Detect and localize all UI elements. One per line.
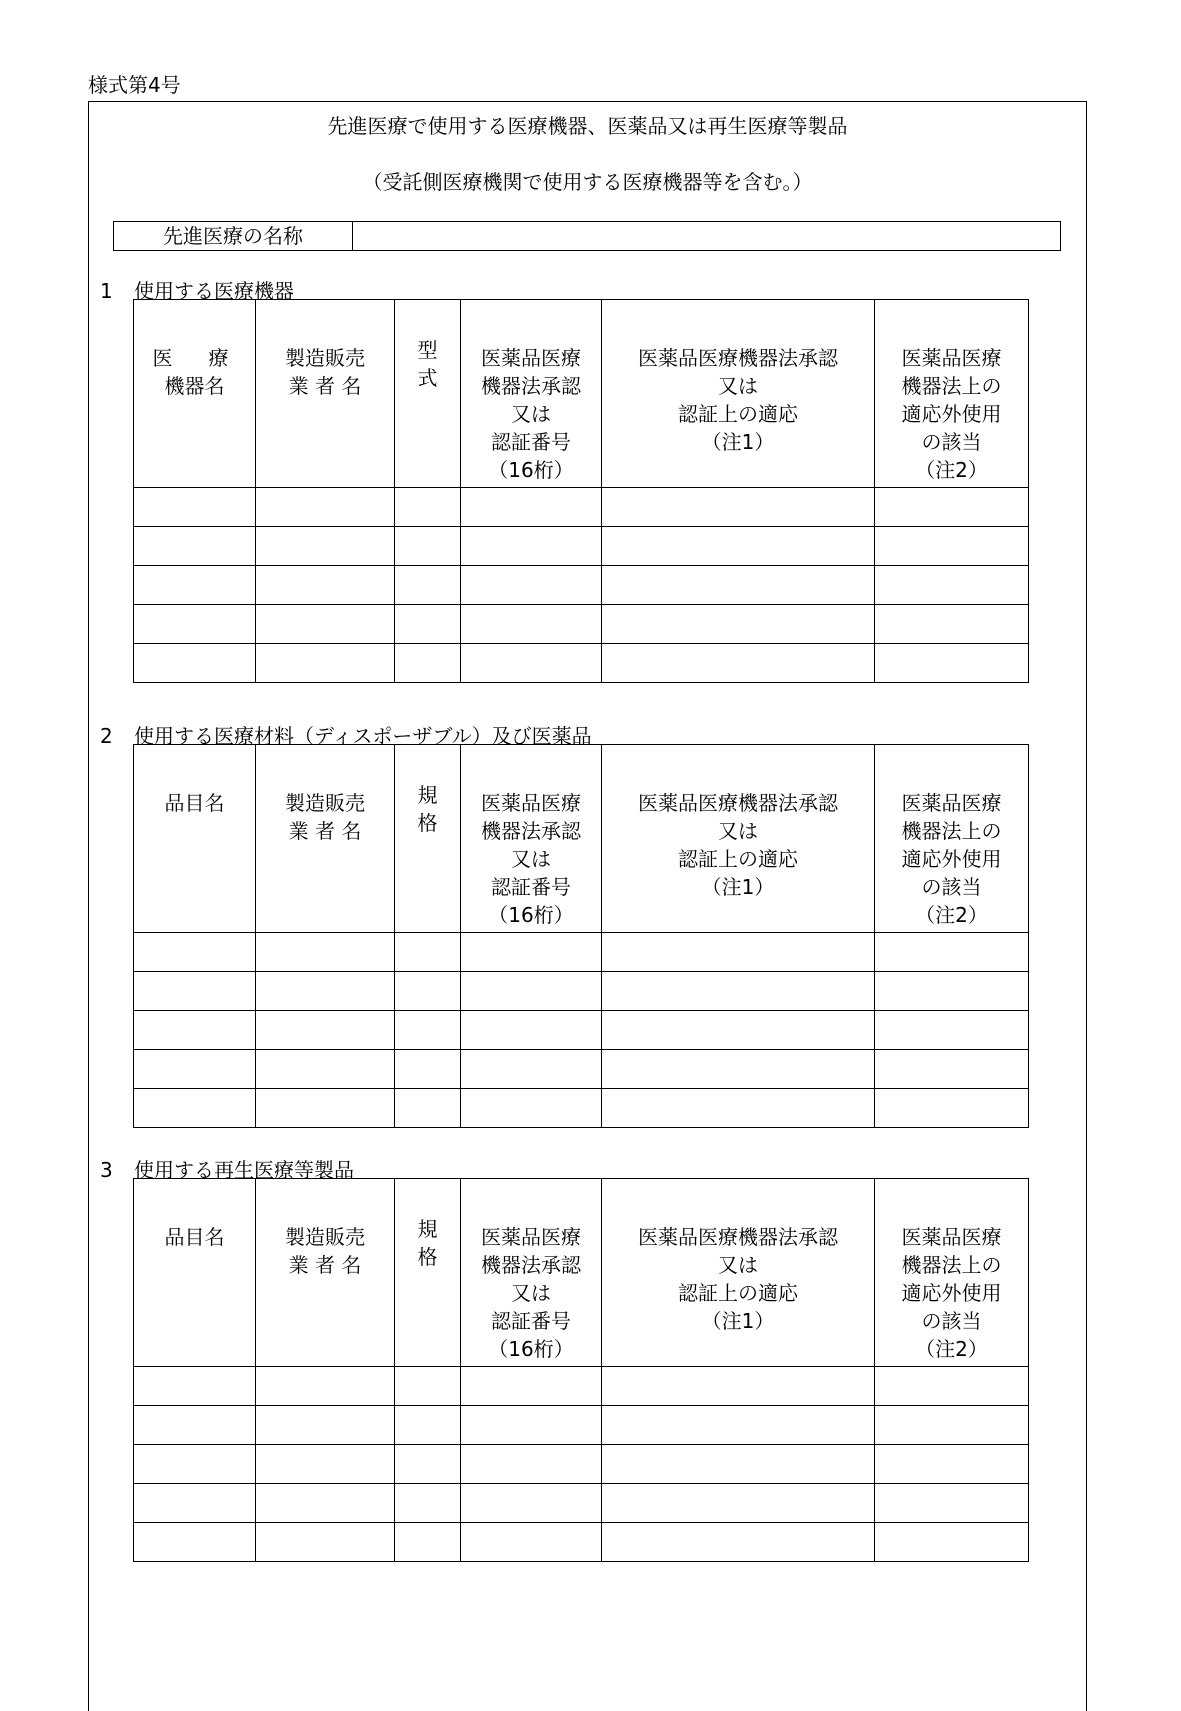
header-model: 型 式 [395, 300, 461, 488]
table-cell[interactable] [461, 644, 602, 683]
header-approval-number: 医薬品医療 機器法承認 又は 認証番号 （16桁） [461, 1179, 602, 1367]
treatment-name-box [113, 221, 1061, 251]
treatment-name-label: 先進医療の名称 [114, 222, 353, 250]
table-cell[interactable] [134, 1367, 256, 1406]
table-cell[interactable] [134, 1406, 256, 1445]
table-row [134, 488, 1029, 527]
table-cell[interactable] [461, 1089, 602, 1128]
table-cell[interactable] [395, 1406, 461, 1445]
header-approval-number: 医薬品医療 機器法承認 又は 認証番号 （16桁） [461, 300, 602, 488]
header-manufacturer: 製造販売 業 者 名 [256, 300, 395, 488]
document-subtitle: （受託側医療機関で使用する医療機器等を含む。） [362, 170, 813, 194]
header-specification: 規 格 [395, 1179, 461, 1367]
table-cell[interactable] [395, 1050, 461, 1089]
section-1-title: 使用する医療機器 [134, 279, 294, 303]
table-cell[interactable] [875, 1050, 1029, 1089]
table-row [134, 1367, 1029, 1406]
table-cell[interactable] [461, 1445, 602, 1484]
table-cell[interactable] [134, 566, 256, 605]
table-header-row [134, 745, 1029, 933]
table-cell[interactable] [875, 1011, 1029, 1050]
table-cell[interactable] [602, 1089, 875, 1128]
table-cell[interactable] [256, 972, 395, 1011]
table-cell[interactable] [256, 1484, 395, 1523]
table-cell[interactable] [461, 1406, 602, 1445]
table-row [134, 1050, 1029, 1089]
header-device-name: 医 療 機器名 [134, 300, 256, 488]
table-cell[interactable] [461, 1011, 602, 1050]
table-cell[interactable] [256, 1406, 395, 1445]
header-manufacturer: 製造販売 業 者 名 [256, 1179, 395, 1367]
table-cell[interactable] [395, 972, 461, 1011]
table-cell[interactable] [395, 1523, 461, 1562]
table-cell[interactable] [256, 605, 395, 644]
table-cell[interactable] [256, 527, 395, 566]
section-3-table [133, 1178, 1029, 1562]
table-cell[interactable] [602, 1011, 875, 1050]
header-approved-indication: 医薬品医療機器法承認 又は 認証上の適応 （注1） [602, 300, 875, 488]
table-cell[interactable] [875, 972, 1029, 1011]
table-cell[interactable] [602, 1050, 875, 1089]
section-3-number: 3 [100, 1158, 113, 1182]
header-item-name: 品目名 [134, 1179, 256, 1367]
section-1-number: 1 [100, 279, 113, 303]
form-number: 様式第4号 [88, 73, 181, 97]
table-cell[interactable] [875, 644, 1029, 683]
table-cell[interactable] [461, 933, 602, 972]
table-cell[interactable] [134, 1523, 256, 1562]
table-cell[interactable] [602, 488, 875, 527]
header-approval-number: 医薬品医療 機器法承認 又は 認証番号 （16桁） [461, 745, 602, 933]
table-row [134, 933, 1029, 972]
table-row [134, 972, 1029, 1011]
table-cell[interactable] [875, 933, 1029, 972]
table-cell[interactable] [256, 1011, 395, 1050]
table-cell[interactable] [461, 1523, 602, 1562]
table-cell[interactable] [134, 972, 256, 1011]
table-cell[interactable] [602, 644, 875, 683]
table-cell[interactable] [875, 488, 1029, 527]
section-1-table [133, 299, 1029, 683]
table-row [134, 566, 1029, 605]
table-cell[interactable] [256, 1523, 395, 1562]
table-cell[interactable] [875, 527, 1029, 566]
treatment-name-field[interactable] [353, 222, 1060, 250]
table-row [134, 1523, 1029, 1562]
table-cell[interactable] [256, 933, 395, 972]
section-2-number: 2 [100, 724, 113, 748]
table-cell[interactable] [134, 1445, 256, 1484]
table-cell[interactable] [134, 1484, 256, 1523]
table-cell[interactable] [395, 1484, 461, 1523]
table-cell[interactable] [256, 1367, 395, 1406]
table-cell[interactable] [134, 605, 256, 644]
table-cell[interactable] [602, 972, 875, 1011]
table-cell[interactable] [602, 1523, 875, 1562]
section-3-title: 使用する再生医療等製品 [134, 1158, 354, 1182]
table-cell[interactable] [134, 488, 256, 527]
table-cell[interactable] [461, 972, 602, 1011]
header-off-label-use: 医薬品医療 機器法上の 適応外使用 の該当 （注2） [875, 745, 1029, 933]
table-cell[interactable] [602, 933, 875, 972]
table-cell[interactable] [395, 1011, 461, 1050]
table-cell[interactable] [395, 933, 461, 972]
table-header-row [134, 300, 1029, 488]
table-cell[interactable] [875, 1089, 1029, 1128]
table-row [134, 527, 1029, 566]
table-cell[interactable] [875, 1445, 1029, 1484]
table-cell[interactable] [461, 605, 602, 644]
table-cell[interactable] [875, 566, 1029, 605]
table-cell[interactable] [134, 1011, 256, 1050]
table-header-row [134, 1179, 1029, 1367]
header-manufacturer: 製造販売 業 者 名 [256, 745, 395, 933]
table-cell[interactable] [875, 605, 1029, 644]
table-cell[interactable] [256, 644, 395, 683]
table-cell[interactable] [134, 527, 256, 566]
table-cell[interactable] [602, 566, 875, 605]
table-row [134, 1484, 1029, 1523]
table-cell[interactable] [602, 527, 875, 566]
table-cell[interactable] [256, 1050, 395, 1089]
table-cell[interactable] [134, 1089, 256, 1128]
section-2-table [133, 744, 1029, 1128]
table-cell[interactable] [395, 1089, 461, 1128]
table-cell[interactable] [875, 1484, 1029, 1523]
table-cell[interactable] [602, 1406, 875, 1445]
table-cell[interactable] [134, 644, 256, 683]
table-cell[interactable] [134, 1050, 256, 1089]
table-cell[interactable] [875, 1523, 1029, 1562]
table-cell[interactable] [395, 566, 461, 605]
table-cell[interactable] [256, 1089, 395, 1128]
header-item-name: 品目名 [134, 745, 256, 933]
table-cell[interactable] [875, 1406, 1029, 1445]
table-cell[interactable] [395, 488, 461, 527]
header-approved-indication: 医薬品医療機器法承認 又は 認証上の適応 （注1） [602, 1179, 875, 1367]
table-row [134, 1089, 1029, 1128]
table-row [134, 1406, 1029, 1445]
table-row [134, 605, 1029, 644]
table-row [134, 1445, 1029, 1484]
section-2-title: 使用する医療材料（ディスポーザブル）及び医薬品 [134, 724, 592, 748]
table-cell[interactable] [256, 488, 395, 527]
header-off-label-use: 医薬品医療 機器法上の 適応外使用 の該当 （注2） [875, 300, 1029, 488]
table-cell[interactable] [461, 1367, 602, 1406]
table-cell[interactable] [395, 1445, 461, 1484]
table-cell[interactable] [875, 1367, 1029, 1406]
table-cell[interactable] [134, 933, 256, 972]
table-cell[interactable] [256, 1445, 395, 1484]
document-title: 先進医療で使用する医療機器、医薬品又は再生医療等製品 [327, 114, 848, 138]
table-cell[interactable] [602, 1445, 875, 1484]
table-cell[interactable] [461, 1050, 602, 1089]
table-cell[interactable] [395, 1367, 461, 1406]
table-cell[interactable] [395, 644, 461, 683]
table-row [134, 1011, 1029, 1050]
header-approved-indication: 医薬品医療機器法承認 又は 認証上の適応 （注1） [602, 745, 875, 933]
table-cell[interactable] [602, 1367, 875, 1406]
table-cell[interactable] [395, 605, 461, 644]
header-specification: 規 格 [395, 745, 461, 933]
table-cell[interactable] [461, 566, 602, 605]
table-cell[interactable] [461, 527, 602, 566]
table-cell[interactable] [602, 1484, 875, 1523]
table-cell[interactable] [461, 1484, 602, 1523]
table-row [134, 644, 1029, 683]
table-cell[interactable] [461, 488, 602, 527]
header-off-label-use: 医薬品医療 機器法上の 適応外使用 の該当 （注2） [875, 1179, 1029, 1367]
table-cell[interactable] [256, 566, 395, 605]
table-cell[interactable] [602, 605, 875, 644]
table-cell[interactable] [395, 527, 461, 566]
